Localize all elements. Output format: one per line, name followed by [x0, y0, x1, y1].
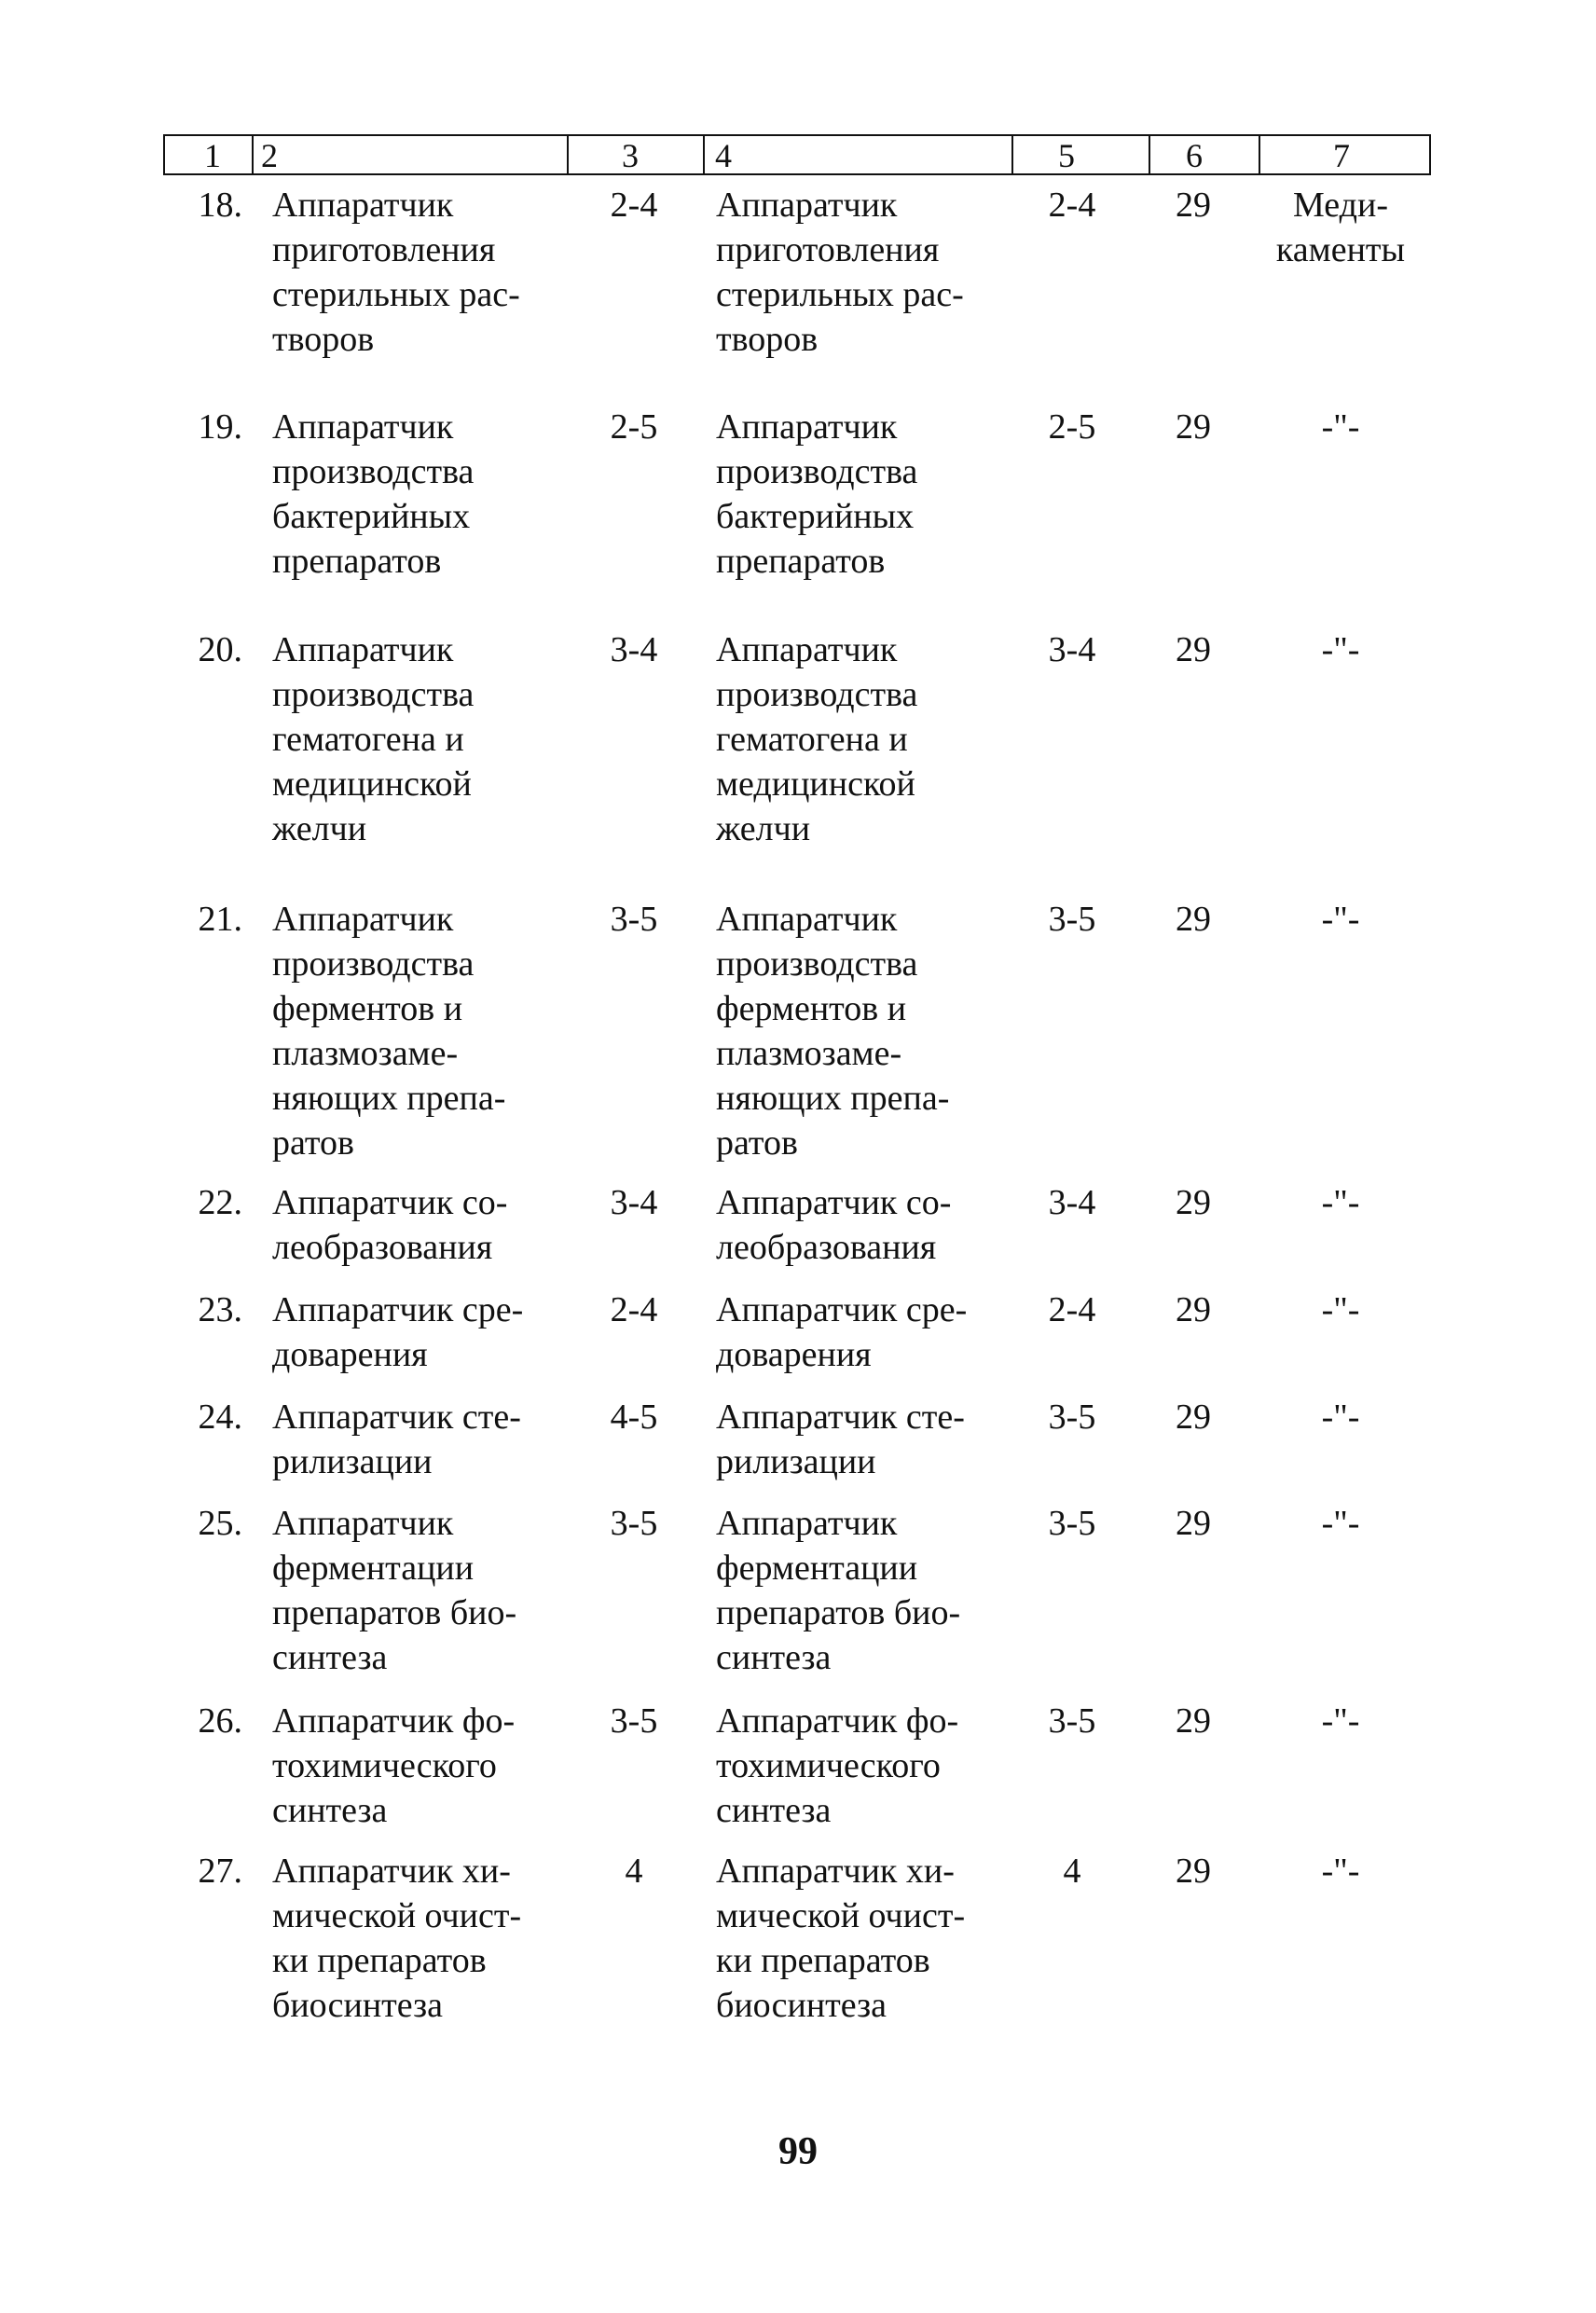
- issue-code: 29: [1176, 1852, 1211, 1891]
- profession-name-new: Аппаратчик фо- тохимического синтеза: [716, 1701, 959, 1830]
- profession-name: Аппаратчик фо- тохимического синтеза: [272, 1701, 516, 1830]
- grade-range: 4-5: [610, 1397, 658, 1437]
- category: -"-: [1321, 630, 1360, 669]
- page-number: 99: [778, 2130, 818, 2173]
- category: -"-: [1321, 1183, 1360, 1222]
- row-number: 20.: [198, 630, 242, 669]
- profession-name: Аппаратчик производства гематогена и медицинской желчи: [272, 630, 475, 848]
- profession-name: Аппаратчик производства ферментов и плазмозаме- няющих препа- ратов: [272, 900, 506, 1163]
- profession-name-new: Аппаратчик производства ферментов и плазмозаме- няющих препа- ратов: [716, 900, 950, 1163]
- category: -"-: [1321, 1397, 1360, 1437]
- grade-range-new: 3-4: [1048, 630, 1096, 669]
- grade-range-new: 2-5: [1048, 407, 1096, 447]
- grade-range-new: 2-4: [1048, 186, 1096, 225]
- header-col-3: 3: [622, 137, 639, 174]
- grade-range-new: 3-4: [1048, 1183, 1096, 1222]
- grade-range: 3-5: [610, 1701, 658, 1741]
- profession-name: Аппаратчик хи- мической очист- ки препаратов биосинтеза: [272, 1852, 522, 2025]
- profession-name-new: Аппаратчик со- леобразования: [716, 1183, 952, 1267]
- header-col-7: 7: [1333, 137, 1350, 174]
- grade-range: 3-4: [610, 1183, 658, 1222]
- grade-range-new: 3-5: [1048, 900, 1096, 939]
- issue-code: 29: [1176, 407, 1211, 447]
- profession-name-new: Аппаратчик ферментации препаратов био- синтеза: [716, 1504, 961, 1677]
- header-col-2: 2: [261, 137, 278, 174]
- profession-name-new: Аппаратчик сте- рилизации: [716, 1397, 965, 1481]
- header-col-1: 1: [204, 137, 221, 174]
- profession-name: Аппаратчик производства бактерийных препаратов: [272, 407, 475, 581]
- row-number: 26.: [198, 1701, 242, 1741]
- header-col-5: 5: [1058, 137, 1075, 174]
- profession-name: Аппаратчик сте- рилизации: [272, 1397, 521, 1481]
- row-number: 19.: [198, 407, 242, 447]
- grade-range-new: 2-4: [1048, 1290, 1096, 1329]
- category: -"-: [1321, 1852, 1360, 1891]
- profession-name: Аппаратчик ферментации препаратов био- синтеза: [272, 1504, 517, 1677]
- column-number-header: [163, 134, 1431, 175]
- issue-code: 29: [1176, 1701, 1211, 1741]
- profession-name-new: Аппаратчик хи- мической очист- ки препаратов биосинтеза: [716, 1852, 966, 2025]
- grade-range: 2-4: [610, 186, 658, 225]
- category: -"-: [1321, 1290, 1360, 1329]
- issue-code: 29: [1176, 900, 1211, 939]
- grade-range: 3-5: [610, 900, 658, 939]
- grade-range-new: 3-5: [1048, 1504, 1096, 1543]
- profession-name: Аппаратчик сре- доварения: [272, 1290, 524, 1374]
- profession-name-new: Аппаратчик сре- доварения: [716, 1290, 968, 1374]
- profession-name-new: Аппаратчик производства гематогена и медицинской желчи: [716, 630, 918, 848]
- grade-range-new: 3-5: [1048, 1701, 1096, 1741]
- row-number: 23.: [198, 1290, 242, 1329]
- issue-code: 29: [1176, 1397, 1211, 1437]
- row-number: 22.: [198, 1183, 242, 1222]
- issue-code: 29: [1176, 1183, 1211, 1222]
- header-col-4: 4: [715, 137, 732, 174]
- row-number: 25.: [198, 1504, 242, 1543]
- row-number: 24.: [198, 1397, 242, 1437]
- issue-code: 29: [1176, 630, 1211, 669]
- category: -"-: [1321, 1701, 1360, 1741]
- row-number: 27.: [198, 1852, 242, 1891]
- header-col-6: 6: [1186, 137, 1203, 174]
- grade-range: 3-5: [610, 1504, 658, 1543]
- profession-name: Аппаратчик приготовления стерильных рас- творов: [272, 186, 520, 359]
- grade-range: 3-4: [610, 630, 658, 669]
- profession-name-new: Аппаратчик приготовления стерильных рас- творов: [716, 186, 964, 359]
- row-number: 18.: [198, 186, 242, 225]
- issue-code: 29: [1176, 1290, 1211, 1329]
- row-number: 21.: [198, 900, 242, 939]
- profession-name: Аппаратчик со- леобразования: [272, 1183, 508, 1267]
- grade-range: 2-4: [610, 1290, 658, 1329]
- profession-name-new: Аппаратчик производства бактерийных препаратов: [716, 407, 918, 581]
- grade-range-new: 3-5: [1048, 1397, 1096, 1437]
- category: -"-: [1321, 1504, 1360, 1543]
- grade-range: 2-5: [610, 407, 658, 447]
- category: -"-: [1321, 900, 1360, 939]
- issue-code: 29: [1176, 1504, 1211, 1543]
- category: Меди- каменты: [1275, 186, 1406, 269]
- category: -"-: [1321, 407, 1360, 447]
- grade-range: 4: [625, 1852, 643, 1891]
- grade-range-new: 4: [1063, 1852, 1081, 1891]
- issue-code: 29: [1176, 186, 1211, 225]
